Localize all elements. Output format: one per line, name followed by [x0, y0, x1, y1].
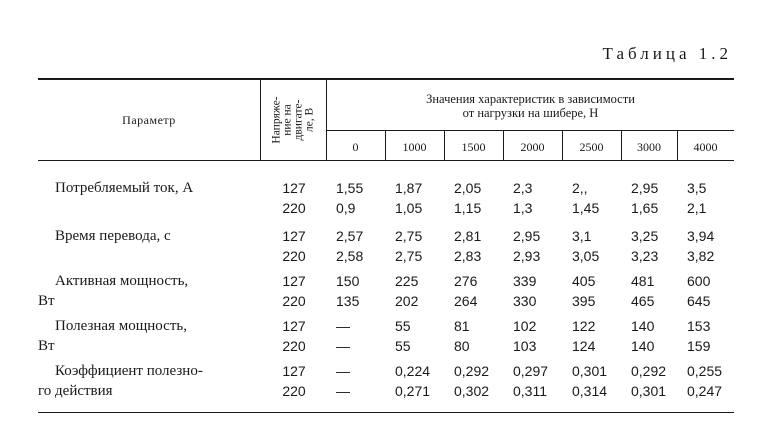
value-cell: 2,3	[513, 180, 533, 196]
value-cell: 1,87	[395, 180, 423, 196]
parameter-header: Параметр	[122, 113, 176, 127]
value-cell: 202	[395, 293, 419, 309]
table-caption: Таблица 1.2	[602, 44, 732, 63]
voltage-cell: 220	[282, 293, 306, 309]
value-cell: 0,247	[687, 383, 723, 399]
value-cell: 1,45	[572, 200, 600, 216]
value-cell: 124	[572, 338, 596, 354]
value-cell: 3,25	[631, 228, 659, 244]
value-cell: 140	[631, 318, 655, 334]
value-cell: 1,05	[395, 200, 423, 216]
values-header-line2: от нагрузки на шибере, Н	[462, 106, 599, 120]
value-cell: 276	[454, 273, 478, 289]
value-cell: 55	[395, 318, 411, 334]
value-cell: 103	[513, 338, 537, 354]
voltage-cell: 127	[282, 228, 306, 244]
values-header	[327, 92, 734, 120]
value-cell: —	[336, 383, 350, 399]
value-cell: 2,58	[336, 248, 364, 264]
value-cell: 2,93	[513, 248, 541, 264]
value-cell: 395	[572, 293, 596, 309]
voltage-cell: 220	[282, 248, 306, 264]
value-cell: 122	[572, 318, 596, 334]
value-cell: 3,5	[687, 180, 707, 196]
value-cell: 0,224	[395, 363, 431, 379]
value-cell: 102	[513, 318, 537, 334]
value-cell: 2,95	[631, 180, 659, 196]
voltage-cell: 220	[282, 200, 306, 216]
voltage-header	[262, 84, 326, 156]
load-header-1000: 1000	[402, 140, 427, 154]
value-cell: 2,1	[687, 200, 707, 216]
voltage-cell: 127	[282, 318, 306, 334]
value-cell: 330	[513, 293, 537, 309]
value-cell: 600	[687, 273, 711, 289]
value-cell: —	[336, 318, 350, 334]
value-cell: 1,65	[631, 200, 659, 216]
value-cell: 2,75	[395, 248, 423, 264]
value-cell: 2,,	[572, 180, 588, 196]
table-bottom-rule	[38, 412, 734, 413]
value-cell: 0,255	[687, 363, 723, 379]
parameter-name: Время перевода, с	[55, 228, 171, 244]
parameter-name: Коэффициент полезно-	[55, 363, 203, 379]
parameter-name: Полезная мощность,	[55, 318, 187, 334]
header-divider-param	[260, 80, 261, 160]
value-cell: 0,301	[631, 383, 667, 399]
value-cell: 159	[687, 338, 711, 354]
load-header-1500: 1500	[461, 140, 486, 154]
value-cell: 264	[454, 293, 478, 309]
voltage-cell: 127	[282, 273, 306, 289]
parameter-name: Активная мощность,	[55, 273, 189, 289]
parameter-name-continued: Вт	[38, 338, 55, 354]
value-cell: 2,57	[336, 228, 364, 244]
value-cell: 225	[395, 273, 419, 289]
value-cell: 153	[687, 318, 711, 334]
value-cell: 465	[631, 293, 655, 309]
value-cell: 1,3	[513, 200, 533, 216]
voltage-cell: 127	[282, 180, 306, 196]
value-cell: 0,301	[572, 363, 608, 379]
value-cell: 135	[336, 293, 360, 309]
voltage-cell: 220	[282, 383, 306, 399]
value-cell: —	[336, 338, 350, 354]
load-header-4000: 4000	[693, 140, 718, 154]
load-header-2500: 2500	[579, 140, 604, 154]
value-cell: 3,1	[572, 228, 592, 244]
voltage-cell: 127	[282, 363, 306, 379]
value-cell: 0,271	[395, 383, 431, 399]
parameter-name-continued: го действия	[38, 383, 113, 399]
value-cell: 150	[336, 273, 360, 289]
table-top-rule	[38, 78, 734, 80]
value-cell: 81	[454, 318, 470, 334]
value-cell: 481	[631, 273, 655, 289]
value-cell: 0,302	[454, 383, 490, 399]
value-cell: 3,05	[572, 248, 600, 264]
value-cell: 55	[395, 338, 411, 354]
value-cell: 0,292	[454, 363, 490, 379]
parameter-name: Потребляемый ток, А	[55, 180, 194, 196]
value-cell: 0,314	[572, 383, 608, 399]
load-header-0: 0	[352, 140, 359, 154]
value-cell: 2,05	[454, 180, 482, 196]
value-cell: 645	[687, 293, 711, 309]
value-cell: 339	[513, 273, 537, 289]
value-cell: 0,9	[336, 200, 356, 216]
values-header-line1: Значения характеристик в зависимости	[426, 92, 635, 106]
load-header-3000: 3000	[637, 140, 661, 154]
value-cell: 1,15	[454, 200, 482, 216]
value-cell: 0,297	[513, 363, 549, 379]
value-cell: 2,81	[454, 228, 482, 244]
value-cell: 1,55	[336, 180, 364, 196]
value-cell: 405	[572, 273, 596, 289]
header-subrule	[326, 130, 734, 131]
load-header-2000: 2000	[520, 140, 545, 154]
voltage-header-text: Напряже- ние на двигате- ле, В	[271, 96, 316, 144]
value-cell: —	[336, 363, 350, 379]
value-cell: 2,83	[454, 248, 482, 264]
value-cell: 2,95	[513, 228, 541, 244]
table-header-rule	[38, 160, 734, 161]
value-cell: 3,94	[687, 228, 715, 244]
value-cell: 0,292	[631, 363, 667, 379]
value-cell: 140	[631, 338, 655, 354]
voltage-cell: 220	[282, 338, 306, 354]
value-cell: 3,82	[687, 248, 715, 264]
value-cell: 80	[454, 338, 470, 354]
value-cell: 2,75	[395, 228, 423, 244]
value-cell: 3,23	[631, 248, 659, 264]
parameter-name-continued: Вт	[38, 293, 55, 309]
value-cell: 0,311	[513, 383, 547, 399]
